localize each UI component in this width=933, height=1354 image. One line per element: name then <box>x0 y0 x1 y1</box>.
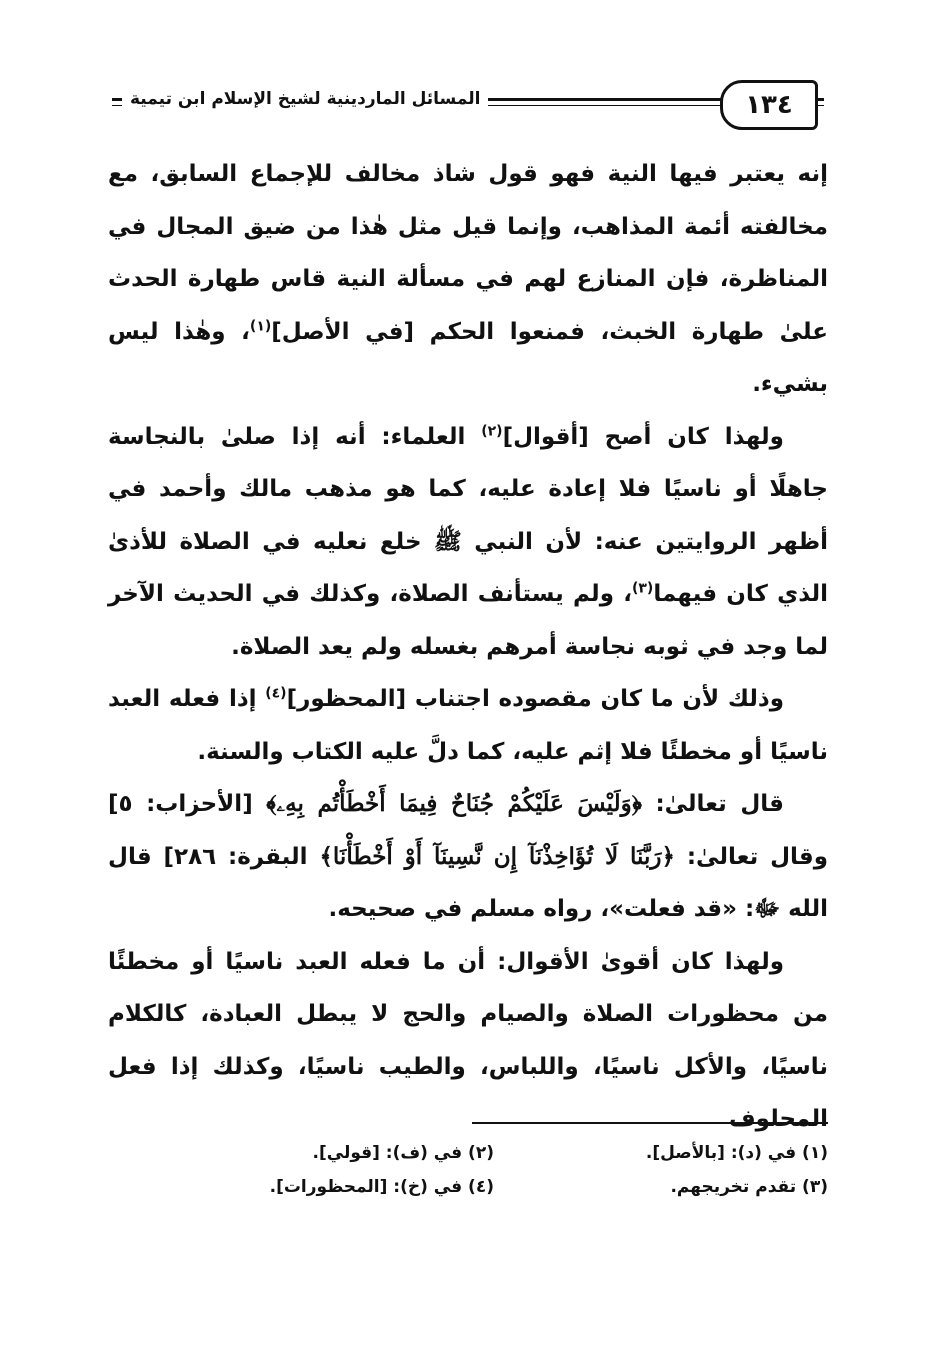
footnote-ref-1: (١) <box>249 317 272 334</box>
running-title: المسائل الماردينية لشيخ الإسلام ابن تيمية <box>122 84 488 114</box>
paragraph-3 <box>108 673 828 778</box>
paragraph-4-text-c: البقرة: ٢٨٦] قال الله ﷻ: «قد فعلت»، رواه مسلم في صحيحه. <box>108 843 828 922</box>
footnote-separator <box>472 1122 828 1124</box>
footnote-ref-3: (٣) <box>631 580 654 597</box>
footnote-4: (٤) في (خ): [المحظورات]. <box>269 1177 494 1197</box>
quran-verse-1: ﴿وَلَيْسَ عَلَيْكُمْ جُنَاحٌ فِيمَا أَخْطَأْتُم بِهِۦ﴾ <box>266 790 642 817</box>
paragraph-1-text: إنه يعتبر فيها النية فهو قول شاذ مخالف للإجماع السابق، مع مخالفته أئمة المذاهب، وإنما قيل مثل هٰذا من ضيق المجال في المناظرة، فإن المنازع لهم في مسألة النية قاس طهارة الحدث علىٰ طهارة الخبث، فمنعوا الحكم [في الأصل] <box>108 161 828 345</box>
page-number: ١٣٤ <box>745 90 793 120</box>
paragraph-4-text-b: [الأحزاب: ٥] وقال تعالىٰ: <box>108 791 829 870</box>
footnote-3: (٣) تقدم تخريجهم. <box>670 1177 828 1197</box>
footnote-ref-2: (٢) <box>481 422 503 439</box>
paragraph-5-text: ولهذا كان أقوىٰ الأقوال: أن ما فعله العبد ناسيًا أو مخطئًا من محظورات الصلاة والصيام والحج لا يبطل العبادة، كالكلام ناسيًا، والأكل ناسيًا، واللباس، والطيب ناسيًا، وكذلك إذا فعل المحلوف <box>108 948 828 1132</box>
paragraph-2-text-a: ولهذا كان أصح [أقوال] <box>502 423 784 450</box>
paragraph-1-tail: ، وهٰذا ليس بشيء. <box>108 318 828 397</box>
quran-verse-2: ﴿رَبَّنَا لَا تُؤَاخِذْنَآ إِن نَّسِينَآ أَوْ أَخْطَأْنَا﴾ <box>319 842 675 870</box>
page-number-badge <box>720 80 818 130</box>
footnote-ref-4: (٤) <box>265 685 287 702</box>
footnote-2: (٢) في (ف): [قولي]. <box>312 1143 494 1163</box>
paragraph-3-text-b: إذا فعله العبد ناسيًا أو مخطئًا فلا إثم عليه، كما دلَّ عليه الكتاب والسنة. <box>108 686 828 765</box>
footnotes <box>160 1136 828 1204</box>
paragraph-1 <box>108 148 828 411</box>
paragraph-2 <box>108 411 828 674</box>
footnote-row <box>160 1136 828 1170</box>
footnote-1: (١) في (د): [بالأصل]. <box>645 1143 828 1163</box>
paragraph-4 <box>108 778 828 936</box>
paragraph-5 <box>108 936 828 1146</box>
paragraph-2-text-c: ، ولم يستأنف الصلاة، وكذلك في الحديث الآخر لما وجد في ثوبه نجاسة أمرهم بغسله ولم يعد الصلاة. <box>108 581 828 660</box>
page-header <box>112 72 824 128</box>
paragraph-2-text-b: العلماء: أنه إذا صلىٰ بالنجاسة جاهلًا أو ناسيًا فلا إعادة عليه، كما هو مذهب مالك وأحمد في أظهر الروايتين عنه: لأن النبي ﷺ خلع نعليه في الصلاة للأذىٰ الذي كان فيهما <box>108 423 828 607</box>
paragraph-4-text-a: قال تعالىٰ: <box>641 791 784 817</box>
footnote-row <box>160 1170 828 1204</box>
paragraph-3-text-a: وذلك لأن ما كان مقصوده اجتناب [المحظور] <box>286 686 784 712</box>
main-text <box>108 148 828 1146</box>
